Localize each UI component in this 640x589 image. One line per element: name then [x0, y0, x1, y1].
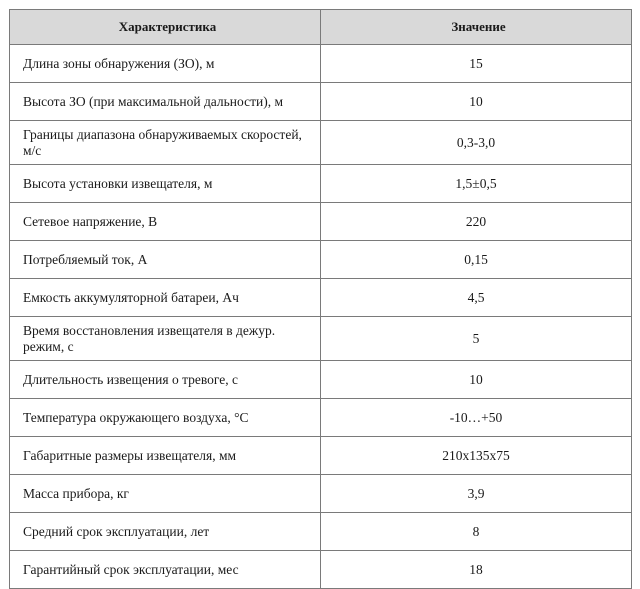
row-value: 210x135x75 [321, 437, 632, 475]
header-value: Значение [321, 10, 632, 45]
row-name: Температура окружающего воздуха, °С [10, 399, 321, 437]
table-row [10, 437, 632, 475]
row-name: Высота ЗО (при максимальной дальности), м [10, 83, 321, 121]
row-name: Время восстановления извещателя в дежур. режим, с [10, 317, 321, 361]
row-name: Длина зоны обнаружения (ЗО), м [10, 45, 321, 83]
row-value: -10…+50 [321, 399, 632, 437]
row-name: Гарантийный срок эксплуатации, мес [10, 551, 321, 589]
table-row [10, 279, 632, 317]
row-name: Сетевое напряжение, В [10, 203, 321, 241]
header-row [10, 10, 632, 45]
table-row [10, 475, 632, 513]
row-name: Габаритные размеры извещателя, мм [10, 437, 321, 475]
table-row [10, 241, 632, 279]
row-name: Масса прибора, кг [10, 475, 321, 513]
row-value: 10 [321, 361, 632, 399]
row-value: 0,15 [321, 241, 632, 279]
row-value: 1,5±0,5 [321, 165, 632, 203]
table-row [10, 203, 632, 241]
row-name: Границы диапазона обнаруживаемых скоростей, м/с [10, 121, 321, 165]
row-value: 10 [321, 83, 632, 121]
row-value: 5 [321, 317, 632, 361]
row-value: 15 [321, 45, 632, 83]
table-row [10, 399, 632, 437]
row-value: 3,9 [321, 475, 632, 513]
table-row [10, 317, 632, 361]
table-row [10, 45, 632, 83]
row-name: Средний срок эксплуатации, лет [10, 513, 321, 551]
table-row [10, 121, 632, 165]
row-value: 4,5 [321, 279, 632, 317]
row-name: Длительность извещения о тревоге, с [10, 361, 321, 399]
row-value: 220 [321, 203, 632, 241]
row-name: Емкость аккумуляторной батареи, Ач [10, 279, 321, 317]
table-row [10, 551, 632, 589]
row-value: 0,3-3,0 [321, 121, 632, 165]
row-value: 18 [321, 551, 632, 589]
header-characteristic: Характеристика [10, 10, 321, 45]
row-name: Высота установки извещателя, м [10, 165, 321, 203]
row-value: 8 [321, 513, 632, 551]
row-name: Потребляемый ток, А [10, 241, 321, 279]
table-row [10, 513, 632, 551]
table-row [10, 83, 632, 121]
table-row [10, 165, 632, 203]
table-row [10, 361, 632, 399]
specifications-table [9, 9, 632, 589]
